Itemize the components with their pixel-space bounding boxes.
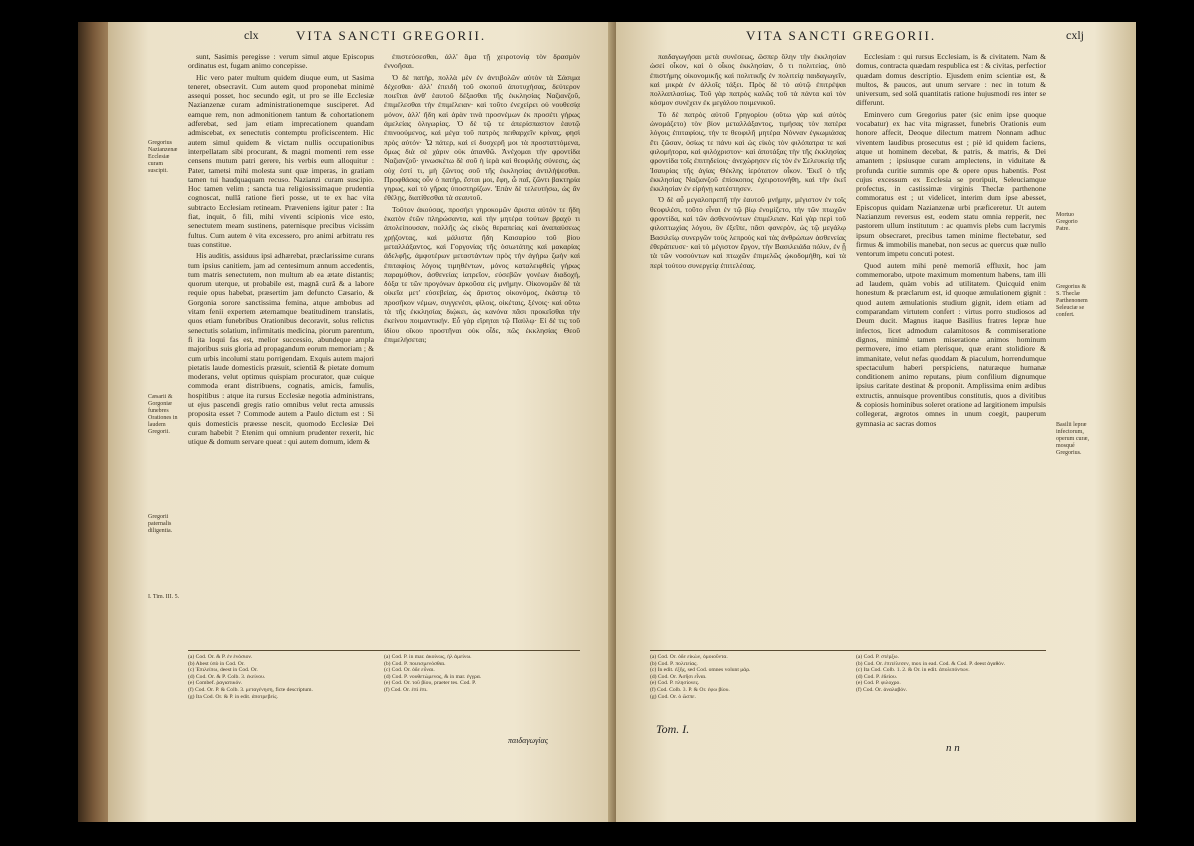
right-latin-footnotes (856, 654, 1046, 716)
greek-paragraph: Ὁ δὲ πατὴρ, πολλὰ μὲν ἐν ἀντιβολῶν αὐτὸν τὰ Σάσιμα δέχεσθαι· ἀλλ' ἐπειδὴ τοῦ σκοποῦ ἀποτυχήσας, δεύτερον ποιεῖται ἀνθ' ἑαυτοῦ δέξασθαι τῆς ἐκκλησίας Ναζιανζοῦ, ἐπιμέλεσθαι τὴν ἐπιμέλειαν· καὶ τοῦτο ἐνεχείρει οὐ νουθεσίᾳ μόνον, ἀλλ' ἤδη καὶ ἀρὰν τινὰ προσνέμων ἐκ προσέτι γήρως ἀμελείας ὀλιγωρίας. Ὁ δὲ τῷ τε ἀπερίσπαστον ἑαυτῷ ἐπινοούμενος, καὶ μέγα τοῦ πατρὸς πειθαρχεῖν κρίνας, φησὶ πρὸς αὐτόν· Ὦ πάτερ, καὶ εἰ δυσχερῆ μοι τὰ προσταττόμενα, ὅμως διὰ σὲ χάριν οὐκ ἀπανθῶ. Ἀνέχομαι τὴν φροντίδα Ναζιανζοῦ· γινωσκέτω δὲ σοῦ ἡ ἱερὰ καὶ θεοφιλὴς σύνεσις, ὡς οὐχ ἐστί τι, μὴ ζῶντος σοῦ τῆς ἐκκλησίας ἀντιλήψεσθαι. Προφθάσας οὖν ὁ πατήρ, ἔσται μοι, ἔφη, ὦ παῖ, ζῶντι βακτηρία γηρως, καὶ τὸ γῆρας ὑποστηρίζων. Ἐπὰν δὲ τελευτήσω, ὡς ἂν ἐθέλῃς, διατίθεσθαι τὰ σεαυτοῦ. (384, 72, 580, 203)
open-book (78, 22, 1138, 822)
latin-paragraph: sunt, Sasimis peregisse : verum simul atque Episcopus ordinatus est, fugam animo concepisse. (188, 52, 374, 71)
left-margin-note: Gregorii paternalis diligentia. (148, 514, 173, 534)
footnote: (e) Cod. P. πλησίονες. (650, 680, 700, 687)
footnote: (g) Ita Cod. Or. & P. in edit. ἀποτρεβείς. (188, 693, 278, 700)
left-greek-column (384, 52, 580, 642)
footnote: (e) Cod. P. φιλοχρο. (856, 680, 901, 687)
footnote: (a) Cod. P. in mar. ἀκοίνως, ἠλ ἀμείνω. (384, 654, 472, 660)
volume-label: Tom. I. (656, 722, 690, 736)
footnote: (a) Cod. Or. ὁδε εἰκὼν, ὁμοιοῦντα. (650, 654, 728, 660)
right-page (616, 22, 1136, 822)
right-page-header: VITA SANCTI GREGORII. (746, 28, 937, 43)
latin-paragraph: Quod autem mihi penè memoriâ effluxit, hoc jam commemorabo, utpote maximum momentum habens, tam illi ad laudem, quàm vobis ad utilitatem. Quicquid enim honestum & præclarum est, id quoque æmulationem gignit : quod autem æmulationis studium gignit, idem etiam ad comparandam virtutem confert : virtus porro studiosos ad Deum ducit. Magnus itaque Basilius fratres lepræ hue infectos, licet admodum calamitosos & commiseratione dignos, minimè tamen miseratione animos hominum permovere, imo etiam plerisque, quæ erant stolidiore & immanitate, velut nefas quoddam & piaculum, horrendumque spectaculum haberi perspiciens, naturæque humanæ conditionem animo reputans, pium confilium dignumque ipsius caritate destinat & proponit. Amplissima enim ædibus extructis, annuisque proventibus constitutis, quos a divitibus & copiosis hominibus soleret oratione ad largitionem impulsis collegerat, ægrotos omnes in unum coegit, pauperum gymnasia ac sacras domos (856, 260, 1046, 428)
left-margin-note: Gregorius Nazianzenæ Ecclesiæ curam suscipit. (148, 140, 178, 174)
right-margin-note: Basilii lepræ infectorum, operum curæ, mosqué Gregorius. (1056, 422, 1089, 456)
left-margin-note: Cæsarii & Gorgoniæ funebres Orationes in laudem Gregorii. (148, 394, 178, 435)
footnote: (d) Cod. P. νουθετώμενος, & in mar. ἐγγρα. (384, 673, 482, 680)
footnote: (b) Cod. P. ποιεισμενόσθαι. (384, 660, 446, 667)
footnote: (b) Cod. Or. ἐπιτέλεσεν, mox in ead. Cod. & Cod. P. deest ἀγαθόν. (856, 660, 1006, 667)
footnote: (a) Cod. Or. & P. ἐν ἐνόσιον. (188, 654, 253, 660)
right-greek-footnotes (650, 654, 846, 716)
footnote: (a) Cod. P. στέρξω. (856, 654, 899, 660)
left-latin-column (188, 52, 374, 642)
footnote: (d) Cod. Or. & P. Colb. 3. ἐκείνου. (188, 673, 266, 680)
left-page-header: VITA SANCTI GREGORII. (296, 28, 487, 43)
right-greek-column (650, 52, 846, 642)
footnote: (f) Cod. Or. P. & Colb. 3. μεταγένηση, ficte descriptum. (188, 686, 313, 693)
footnote: (g) Cod. Or. ὁ ὥσπε. (650, 693, 696, 700)
left-page (108, 22, 616, 822)
footnote-rule (650, 650, 1046, 651)
right-margin-note: Gregorius & S. Theclæ Parthenonem Seleuciæ se confert. (1056, 284, 1088, 318)
footnote: (b) Abest ὑπὸ in Cod. Or. (188, 660, 245, 667)
footnote: (f) Cod. Or. ἐπὶ ἑπι. (384, 686, 428, 693)
footnote: (c) In edit. ἐξῆς, sed Cod. omnes volunt μάρ. (650, 667, 751, 674)
footnote: (c) Ita Cod. Colb. 1. 2. & Or. in edit. ἀπολιπόντων. (856, 667, 970, 674)
footnote: (b) Cod. P. πολιτείας. (650, 660, 698, 667)
footnote: (e) Cod. Or. τοῦ βίου, praeter tes. Cod. P. (384, 680, 476, 687)
footnote: (d) Cod. Or. Ἀσῆσι εἶναι. (650, 673, 707, 680)
footnote: (c) Ἐπιλείπω, deest in Cod. Or. (188, 667, 258, 674)
footnote: (e) Combef. ῥαγιατικόν. (188, 680, 243, 687)
greek-paragraph: παιδαγωγήσαι μετὰ συνέσεως, ὥσπερ ὅλην τὴν ἐκκλησίαν ὡσεί οἶκον, καὶ ὁ οἶκος ἐκκλησίαν, ὅ τι πολιτείας, ὑπὸ ἐπιστήμης οἰκονομικῆς καὶ πολιτικῆς ἐν πολιτείᾳ παιδαγωγεῖν, καὶ μικρὰ ἐν ἀλλοῖς τάξει. Πρὸς δὲ τὸ αὐτῷ ἐπιτρέψαι πολλαπλασίως. Τοῦ γὰρ πατρὸς καλῶς τοῦ τὰ πάντα καὶ τὸν κόσμον συνέχειν ἐκ μεγάλου ποιμενικοῦ. (650, 52, 846, 108)
footnote: (c) Cod. Or. ὁδε εὖναι. (384, 667, 435, 674)
left-latin-footnotes (188, 654, 374, 734)
left-margin-note: I. Tim. III. 5. (148, 594, 180, 600)
catchword: παιδαγωγίας (508, 736, 548, 745)
greek-paragraph: Τοῦτον ἀκούσας, προσήει γηροκομῶν ἄριστα αὐτόν τε ἤδη ἑκατὸν ἐτῶν πληρώσαντα, καὶ τὴν μητέρα τούτων βραχὺ τι ἀπολείπουσαν, πολλῆς ὡς εἰκὸς θεραπείας καὶ ἀναπαύσεως χρῄζοντας, καὶ μάλιστα ἤδη Καισαρίου τοῦ βίου μεταλλάξαντος, καὶ Γοργονίας τῆς ὁσιωτάτης καὶ μακαρίας ἀδελφῆς, ἀμφοτέρων μεταστάντων πρὸς τὴν ἀγήρω ζωὴν καὶ ἐπιταφίοις λόγοις τιμηθέντων, μόνος καταλειφθεὶς γήρως παραμύθιον, ἀσθενείας ἰατρεῖον, εὐσεβῶν γονέων διαδοχή, δόξα τε τῶν προγόνων ἀρκοῦσα εἰς μνήμην. Οἰκονομῶν δὲ τὰ οἰκεῖα μετ' εὐσεβείας, ὡς ἄριστος οἰκονόμος, ἑκάστῳ τὸ προσῆκον νέμων, συγγενέσι, φίλοις, οἰκέταις, ξένοις· καὶ οὕτω τὰ τῆς ἐκκλησίας διῴκει, ὡς κανόνα πᾶσι προκεῖσθαι τὴν ἐκείνου ποιμαντικήν. Εὖ γὰρ εἴρηται τῷ Παύλῳ· Εἰ δέ τις τοῦ ἰδίου οἴκου προστῆναι οὐκ οἶδε, πῶς ἐκκλησίας Θεοῦ ἐπιμελήσεται; (384, 204, 580, 344)
left-greek-footnotes (384, 654, 580, 734)
greek-paragraph: Τὸ δὲ πατρὸς αὐτοῦ Γρηγορίου (οὕτω γὰρ καὶ αὐτὸς ὠνομάζετο) τὸν βίον μεταλλάξαντος, τιμήσας τὸν πατέρα λόγοις ἐπιταφίοις, τὴν τε θεοφιλῆ μητέρα Νόνναν ἐγκωμιάσας ἔτι ζῶσαν, ὁσίως τε πάνυ καὶ ὡς εἰκὸς τὸν φιλόπατρα τε καὶ φιλομήτορα, καὶ φιλόχριστον· καὶ ἀποτάξας τὴν τῆς ἐκκλησίας φροντίδα τοῖς ἐπιτηδείοις· ἀνεχώρησεν εἰς τὸν ἐν Σελευκείᾳ τῆς Ἰσαυρίας τῆς ἁγίας Θέκλης ἱερότατον οἶκον. Ἐκεῖ ὁ τῆς ἐκκλησίας Ναζιανζοῦ ἐπίσκοπος ἐχειροτονήθη, καὶ τὴν ἐκεῖ ἐκκλησίαν ἐν εἰρήνῃ κατέστησεν. (650, 109, 846, 194)
latin-paragraph: His auditis, assiduus ipsi adhærebat, præclarissime curans tum ipsius canitiem, jam ad centesimum annum accedentis, tum matris senectutem, non multum ab ea ætate distantis; quorum uterque, ut probabile est, magnâ curâ & a labore requie opus habebat, præsertim jam defuncto Cæsario, & Gorgonia sorore sanctissima femina, atque ambobus ad vitam fenii expertem æternamque beatitudinem translatis, quos etiam funebribus Orationibus decoravit, solus relictus senectutis solatium, infirmitatis medicina, piorum parentum, fi ita loqui fas est, melior successio, abundeque ampla majoribus suis gloria ad propagandum eorum memoriam ; & cum urbis incolumi statu porrigendam. Exquis autem majori pietatis laude domesticis præsuit, scientiâ & pietate domum moderans, velut optimus quispiam procurator, quæ cuique commoda erant distribuens, cognatis, amicis, famulis, hospitibus : atque ita rursus Ecclesiæ negotia administrans, ut ejus pascendi gregis ratio omnibus velut recta amussis proposita esset ? Commode autem a Paulo dictum est : Si quis domesticis præesse nescit, quomodo Ecclesiæ Dei curam habebit ? Etenim qui omnium prudenter rexerit, hic utique & domum servare queat : qui autem domum, idem & (188, 251, 374, 447)
latin-paragraph: Ecclesiam : qui rursus Ecclesiam, is & civitatem. Nam & domus, contracta quædam respublica est : & civitas, perfectior quædam domus descriptio. Ejusdem enim scientiæ est, & multos, & paucos, aut unum servare : nec in totum & universum, sed solâ quantitatis ratione hujusmodi res inter se differunt. (856, 52, 1046, 108)
footnote-rule (188, 650, 580, 651)
right-latin-column (856, 52, 1046, 642)
greek-paragraph: Ὁ δὲ αὖ μεγαλοπρεπῆ τὴν ἑαυτοῦ μνήμην, μέγιστον ἐν τοῖς θεοφιλέσι, τοῦτο εἶναι ἐν τῷ βίῳ ἐνομίζετο, τὴν τῶν πτωχῶν φροντίδα, καὶ τῶν ἀσθενούντων ἐπιμέλειαν. Καὶ γὰρ περὶ τοῦ φιλοπτωχίας λόγου, ὃν ἐξεῖπε, πᾶσι φανερὸν, ὡς τῷ μεγάλῳ Βασιλείῳ συνεργῶν τοὺς λεπροὺς καὶ τὰς ἀνθρώπων ἀσθενείας ἐθεράπευσε· καὶ τὸ μέγιστον ἔργον, τὴν Βασιλειάδα πόλιν, ἐν ᾗ τὰ τῶν νοσούντων καὶ πτωχῶν ἐπιμελῶς ᾠκοδομήθη, καὶ τὰ περὶ τούτου συνεργείᾳ ἐπιτελέσας. (650, 195, 846, 270)
right-page-number: cxlj (1066, 28, 1084, 42)
left-page-number: clx (244, 28, 259, 42)
latin-paragraph: Hic vero pater multum quidem diuque eum, ut Sasima teneret, obsecravit. Cum autem quod proponebat minimè assequi posset, hoc secundo egit, ut pro se ille Ecclesiæ Nazianzenæ curam administrationemque susciperet. Ad eamque rem, non admonitionem tantum & cohortationem adferebat, sed jam etiam imprecationem quandam admiscebat, ex senectutis contemptu proficiscentem. Hic autem simul quidem & victam nullis occupationibus interpellatam sibi procurant, & magni momenti rem esse censens mutum patri gerere, his verbis eum alloquitur : Pater, tametsi mihi molesta sunt quæ imperas, in gratiam tamen tui haudquaquam recuso. Nazianzi curam suscipio. Hoc tamen velim ; sancta tua religiosissimaque prudentia cognoscat, nullâ ratione fieri posse, ut te ex hac vita subtracto Ecclesiam retineam. Præveniens igitur pater : Ita fiat, inquit, ô fili, mihi viventi scipionis vice esto, senectutem meam sustinens, paternisque precibus vicissim fultus. Cum autem è vita excessero, pro animi arbitratu res tuas constitue. (188, 72, 374, 249)
signature-mark: n n (946, 742, 960, 754)
latin-paragraph: Eminvero cum Gregorius pater (sic enim ipse quoque vocabatur) ex hac vita migrasset, funebris Orationis eum honore affecit, Deoque dilectum matrem Nonnam adhuc viventem laudibus prosecutus est ; piè id quidem faciens, atque ut hominem decebat, & patris, & matris, & Dei amantem ; ipsiusque curam amplectens, in viduitate & profunda curitie summis ope & opere opus habentis. Post cujus excessum ex Ecclesia se proripuit, Seleuciamque profectus, in castissimæ virginis Theclæ parthenone commoratus est ; ut videlicet, interim dum ipse abesset, Episcopus quidam Nazianzenæ urbi præficeretur. Ut autem Nazianzum reversus est, eodem statu omnia repperit, nec pastorem ullum institutum : ac quamvis plebs cum lacrymis ipsum obsecraret, precibus tamen minime flectebatur, sed firmus & immobilis manebat, non secus ac quercus quæ nullo ventorum impetu concuti potest. (856, 109, 1046, 259)
footnote: (f) Cod. Or. ἀναλαβόν. (856, 686, 908, 693)
right-margin-note: Mortuo Gregorio Patre. (1056, 212, 1078, 232)
greek-paragraph: ἐπιστεύσεσθαι, ἀλλ' ἅμα τῇ χειροτονίᾳ τὸν δρασμὸν ἐννοῆσαι. (384, 52, 580, 71)
footnote: (f) Cod. Colb. 3. P. & Or. ἐφω βίου. (650, 686, 730, 693)
footnote: (d) Cod. P. ἐδείου. (856, 673, 898, 680)
